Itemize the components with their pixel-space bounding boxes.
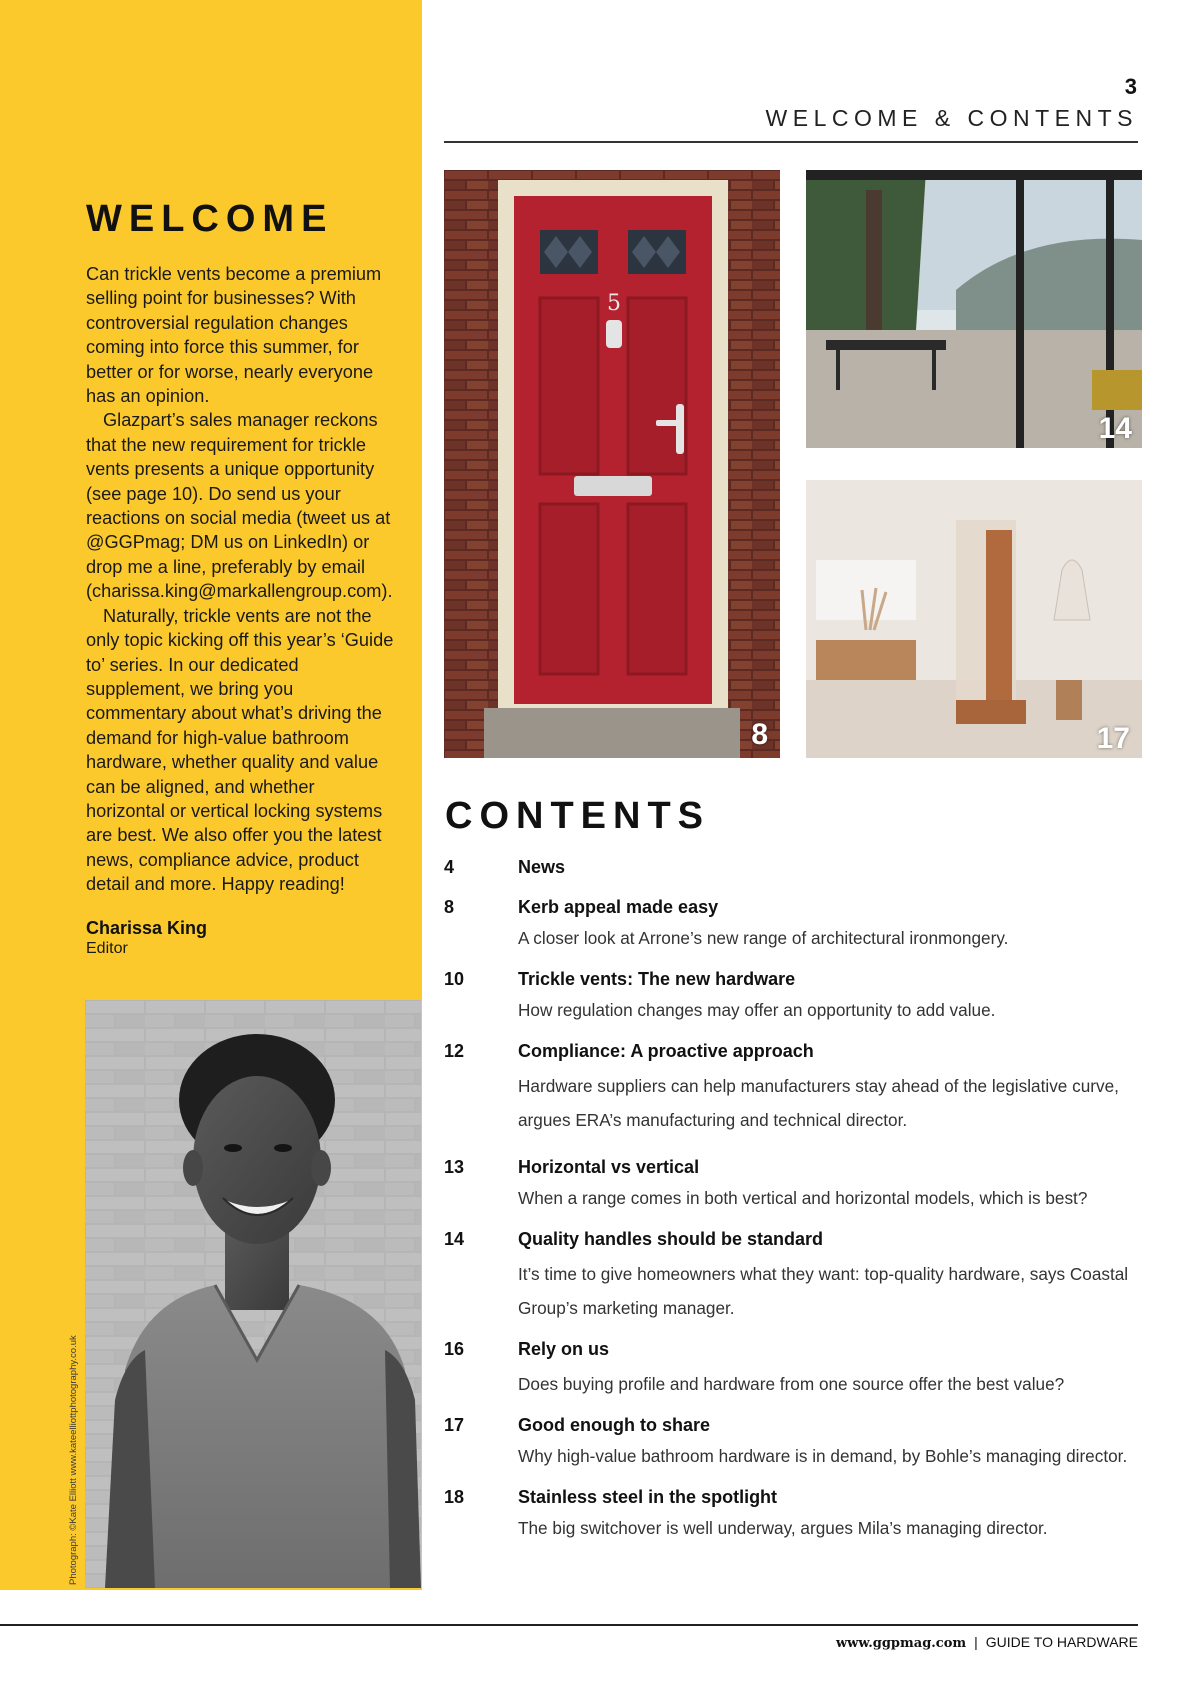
- contents-item-title: Trickle vents: The new hardware: [518, 969, 796, 989]
- contents-page-number: 17: [444, 1415, 465, 1435]
- contents-item-description: A closer look at Arrone’s new range of architectural ironmongery.: [518, 928, 1009, 948]
- contents-item-title: Kerb appeal made easy: [518, 897, 719, 917]
- patio-illustration: [806, 170, 1142, 448]
- contents-page-number: 12: [444, 1041, 465, 1061]
- contents-item-title: Rely on us: [518, 1339, 610, 1359]
- contents-page-number: 13: [444, 1157, 465, 1177]
- contents-list: [444, 855, 1144, 1545]
- contents-item-title: Good enough to share: [518, 1415, 710, 1435]
- patio-image: [806, 170, 1142, 448]
- door-plate-number: 5: [607, 291, 621, 316]
- contents-item-description: Does buying profile and hardware from one source offer the best value?: [518, 1374, 1065, 1394]
- contents-item[interactable]: [444, 1227, 1144, 1325]
- image-page-number: 14: [1098, 412, 1132, 445]
- contents-item-title: Stainless steel in the spotlight: [518, 1487, 778, 1507]
- contents-item-title: Compliance: A proactive approach: [518, 1041, 814, 1061]
- contents-item[interactable]: [444, 895, 1144, 955]
- editor-portrait: [85, 1000, 421, 1588]
- image-page-number: 17: [1096, 722, 1130, 755]
- contents-item-description: Hardware suppliers can help manufacturers stay ahead of the legislative curve, argues ERA’s manufacturing and technical director.: [518, 1076, 1119, 1130]
- contents-item-description: The big switchover is well underway, argues Mila’s managing director.: [518, 1518, 1048, 1538]
- contents-item-description: When a range comes in both vertical and horizontal models, which is best?: [518, 1188, 1088, 1208]
- contents-page-number: 4: [444, 857, 455, 877]
- contents-heading: CONTENTS: [445, 795, 710, 837]
- contents-item[interactable]: [444, 1155, 1144, 1215]
- footer-label: GUIDE TO HARDWARE: [985, 1634, 1138, 1650]
- contents-item[interactable]: [444, 855, 1144, 879]
- photo-credit: Photograph: ©Kate Elliott www.kateelliottphotography.co.uk: [68, 1335, 79, 1585]
- contents-item-title: Quality handles should be standard: [518, 1229, 824, 1249]
- welcome-body: [86, 262, 398, 897]
- contents-item[interactable]: [444, 967, 1144, 1027]
- red-door-illustration: [444, 170, 780, 758]
- welcome-heading: WELCOME: [86, 198, 334, 240]
- welcome-paragraph: Glazpart’s sales manager reckons that the new requirement for trickle vents presents a unique opportunity (see page 10). Do send us your reactions on social media (tweet us at @GGPmag; DM us on LinkedIn) or drop me a line, preferably by email (charissa.king@markallengroup.com).: [86, 410, 393, 602]
- contents-page-number: 14: [444, 1229, 465, 1249]
- section-title: WELCOME & CONTENTS: [765, 105, 1138, 131]
- contents-item-description: It’s time to give homeowners what they want: top-quality hardware, says Coastal Group’s marketing manager.: [518, 1264, 1129, 1318]
- editor-name: Charissa King: [86, 918, 208, 938]
- footer-url[interactable]: www.ggpmag.com: [835, 1636, 967, 1651]
- image-page-number: 8: [751, 718, 768, 751]
- contents-item[interactable]: [444, 1337, 1144, 1401]
- contents-item-description: How regulation changes may offer an opportunity to add value.: [518, 1000, 996, 1020]
- contents-item[interactable]: [444, 1039, 1144, 1137]
- contents-item-title: Horizontal vs vertical: [518, 1157, 700, 1177]
- editor-role: Editor: [86, 940, 128, 957]
- red-door-image: [444, 170, 780, 758]
- contents-page-number: 10: [444, 969, 465, 989]
- page-number: 3: [1124, 74, 1137, 99]
- portrait-illustration: [85, 1000, 421, 1588]
- contents-item[interactable]: [444, 1413, 1144, 1473]
- header-divider: [444, 141, 1138, 143]
- contents-page-number: 18: [444, 1487, 465, 1507]
- welcome-paragraph: Can trickle vents become a premium selling point for businesses? With controversial regulation changes coming into force this summer, for better or for worse, nearly everyone has an opinion.: [86, 264, 382, 407]
- contents-item-description: Why high-value bathroom hardware is in demand, by Bohle’s managing director.: [518, 1446, 1128, 1466]
- bathroom-image: [806, 480, 1142, 758]
- contents-page-number: 8: [444, 897, 455, 917]
- footer: [836, 1634, 1138, 1651]
- footer-separator: |: [974, 1634, 978, 1650]
- bathroom-illustration: [806, 480, 1142, 758]
- contents-item-title: News: [518, 857, 566, 877]
- contents-item[interactable]: [444, 1485, 1144, 1545]
- footer-divider: [0, 1624, 1138, 1626]
- welcome-paragraph: Naturally, trickle vents are not the only topic kicking off this year’s ‘Guide to’ series. In our dedicated supplement, we bring you commentary about what’s driving the demand for high-value bathroom hardware, whether quality and value can be aligned, and whether horizontal or vertical locking systems are best. We also offer you the latest news, compliance advice, product detail and more. Happy reading!: [86, 605, 394, 895]
- contents-page-number: 16: [444, 1339, 465, 1359]
